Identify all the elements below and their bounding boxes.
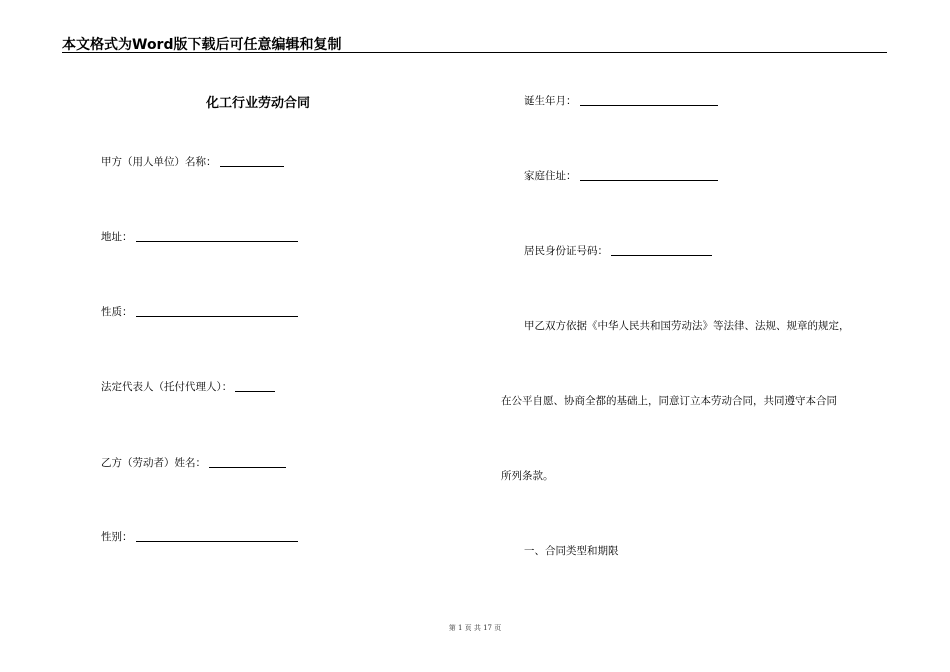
blank-line[interactable] [611, 254, 712, 256]
field-legal-representative [101, 379, 275, 394]
header-divider [62, 52, 887, 53]
field-label: 诞生年月： [524, 95, 577, 107]
field-label: 性别： [101, 531, 133, 543]
field-label: 居民身份证号码： [524, 245, 608, 257]
blank-line[interactable] [209, 466, 286, 468]
section-heading: 一、合同类型和期限 [524, 545, 619, 557]
paragraph-line-2: 在公平自愿、协商全都的基础上，同意订立本劳动合同，共同遵守本合同 [501, 395, 837, 407]
blank-line[interactable] [136, 240, 298, 242]
field-birth-date [524, 93, 718, 108]
field-label: 乙方（劳动者）姓名： [101, 457, 206, 469]
page-header-title: 本文格式为Word版下载后可任意编辑和复制 [62, 37, 342, 53]
blank-line[interactable] [136, 540, 298, 542]
field-gender [101, 529, 298, 544]
field-label: 甲方（用人单位）名称： [101, 156, 217, 168]
paragraph-line-1: 甲乙双方依据《中华人民共和国劳动法》等法律、法规、规章的规定， [524, 320, 850, 332]
field-id-number [524, 243, 712, 258]
field-employee-name [101, 455, 286, 470]
field-home-address [524, 168, 718, 183]
field-label: 家庭住址： [524, 170, 577, 182]
document-title: 化工行业劳动合同 [206, 96, 311, 111]
page-number-footer: 第 1 页 共 17 页 [448, 624, 502, 632]
paragraph-line-3: 所列条款。 [501, 470, 554, 482]
blank-line[interactable] [580, 179, 718, 181]
field-label: 性质： [101, 306, 133, 318]
field-employer-name [101, 154, 284, 169]
field-address [101, 229, 298, 244]
blank-line[interactable] [235, 390, 275, 392]
blank-line[interactable] [580, 104, 718, 106]
blank-line[interactable] [220, 165, 284, 167]
field-nature [101, 304, 298, 319]
field-label: 法定代表人（托付代理人）： [101, 381, 233, 393]
blank-line[interactable] [136, 315, 298, 317]
field-label: 地址： [101, 231, 133, 243]
